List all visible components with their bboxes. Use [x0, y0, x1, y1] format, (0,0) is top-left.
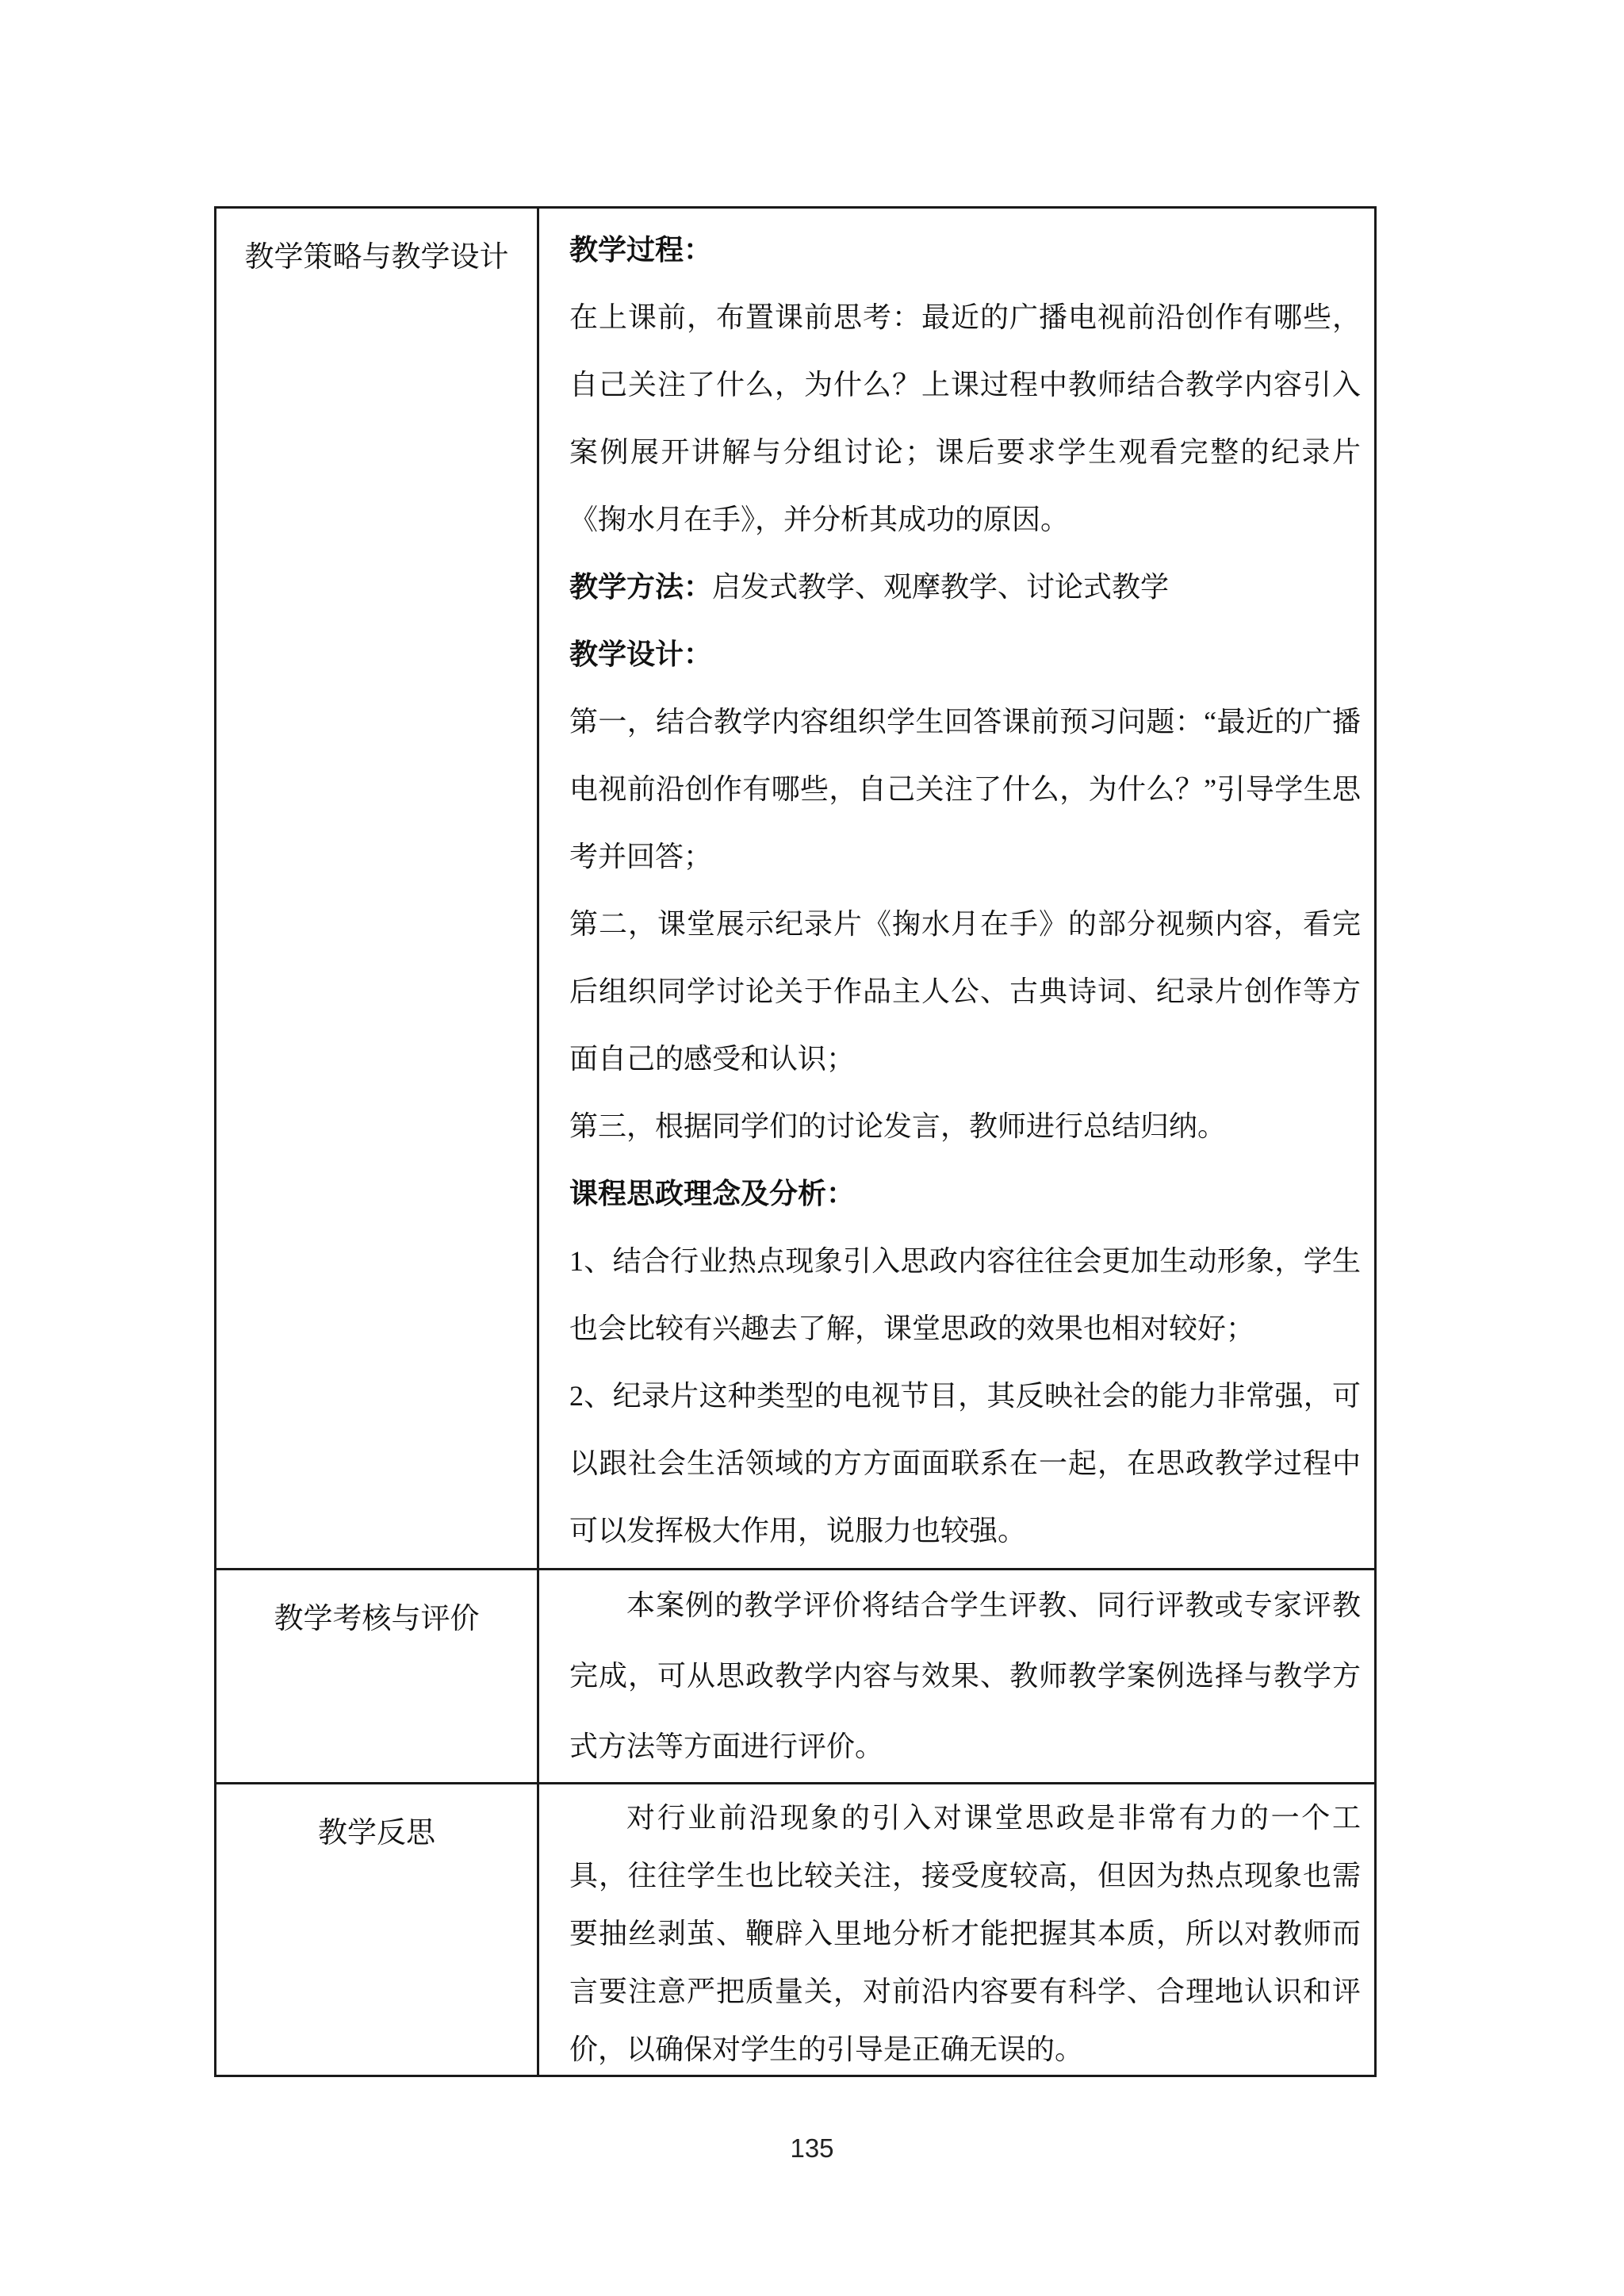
- row-header-label: 教学反思: [318, 1817, 435, 1849]
- paragraph-text: 第三，根据同学们的讨论发言，教师进行总结归纳。: [569, 1110, 1227, 1142]
- paragraph: [569, 284, 1361, 554]
- paragraph-text: 第一，结合教学内容组织学生回答课前预习问题：“最近的广播电视前沿创作有哪些，自己关注了什么，为什么？”引导学生思考并回答；: [569, 706, 1361, 872]
- paragraph: [569, 1789, 1361, 2079]
- paragraph-text: 2、纪录片这种类型的电视节目，其反映社会的能力非常强，可以跟社会生活领域的方方面面联系在一起，在思政教学过程中可以发挥极大作用，说服力也较强。: [569, 1380, 1361, 1547]
- paragraph-label: 教学设计：: [569, 638, 713, 670]
- paragraph-text: 1、结合行业热点现象引入思政内容往往会更加生动形象，学生也会比较有兴趣去了解，课堂思政的效果也相对较好；: [569, 1245, 1361, 1344]
- paragraph: [569, 1093, 1361, 1160]
- row-content-cell: [539, 1784, 1374, 2075]
- paragraph: [569, 554, 1361, 621]
- row-content-cell: [539, 1570, 1374, 1782]
- paragraph: [569, 1570, 1361, 1782]
- teaching-case-table: [214, 206, 1377, 2077]
- table-row: [216, 1568, 1374, 1782]
- paragraph-label: 课程思政理念及分析：: [569, 1178, 856, 1209]
- paragraph-text: 第二，课堂展示纪录片《掬水月在手》的部分视频内容，看完后组织同学讨论关于作品主人公、古典诗词、纪录片创作等方面自己的感受和认识；: [569, 908, 1361, 1075]
- row-content-cell: [539, 209, 1374, 1568]
- paragraph: [569, 1160, 1361, 1228]
- row-header-label: 教学考核与评价: [274, 1603, 480, 1635]
- paragraph: [569, 217, 1361, 284]
- paragraph: [569, 891, 1361, 1093]
- paragraph-text: 对行业前沿现象的引入对课堂思政是非常有力的一个工具，往往学生也比较关注，接受度较高，但因为热点现象也需要抽丝剥茧、鞭辟入里地分析才能把握其本质，所以对教师而言要注意严把质量关，对前沿内容要有科学、合理地认识和评价，以确保对学生的引导是正确无误的。: [569, 1802, 1361, 2065]
- row-header-cell: [216, 1784, 539, 2075]
- table-row: [216, 209, 1374, 1568]
- table-body: [216, 209, 1374, 2075]
- paragraph: [569, 1228, 1361, 1363]
- paragraph-label: 教学过程：: [569, 234, 713, 266]
- paragraph: [569, 688, 1361, 891]
- paragraph: [569, 621, 1361, 688]
- row-header-cell: [216, 209, 539, 1568]
- page-number: 135: [790, 2133, 834, 2163]
- row-header-cell: [216, 1570, 539, 1782]
- paragraph: [569, 1363, 1361, 1565]
- paragraph-text: 本案例的教学评价将结合学生评教、同行评教或专家评教完成，可从思政教学内容与效果、教师教学案例选择与教学方式方法等方面进行评价。: [569, 1589, 1361, 1762]
- paragraph-label: 教学方法：: [569, 571, 713, 603]
- paragraph-text: 启发式教学、观摩教学、讨论式教学: [712, 571, 1170, 603]
- row-header-label: 教学策略与教学设计: [244, 241, 509, 274]
- table-row: [216, 1782, 1374, 2075]
- paragraph-text: 在上课前，布置课前思考：最近的广播电视前沿创作有哪些，自己关注了什么，为什么？上课过程中教师结合教学内容引入案例展开讲解与分组讨论；课后要求学生观看完整的纪录片《掬水月在手》，并分析其成功的原因。: [569, 301, 1361, 535]
